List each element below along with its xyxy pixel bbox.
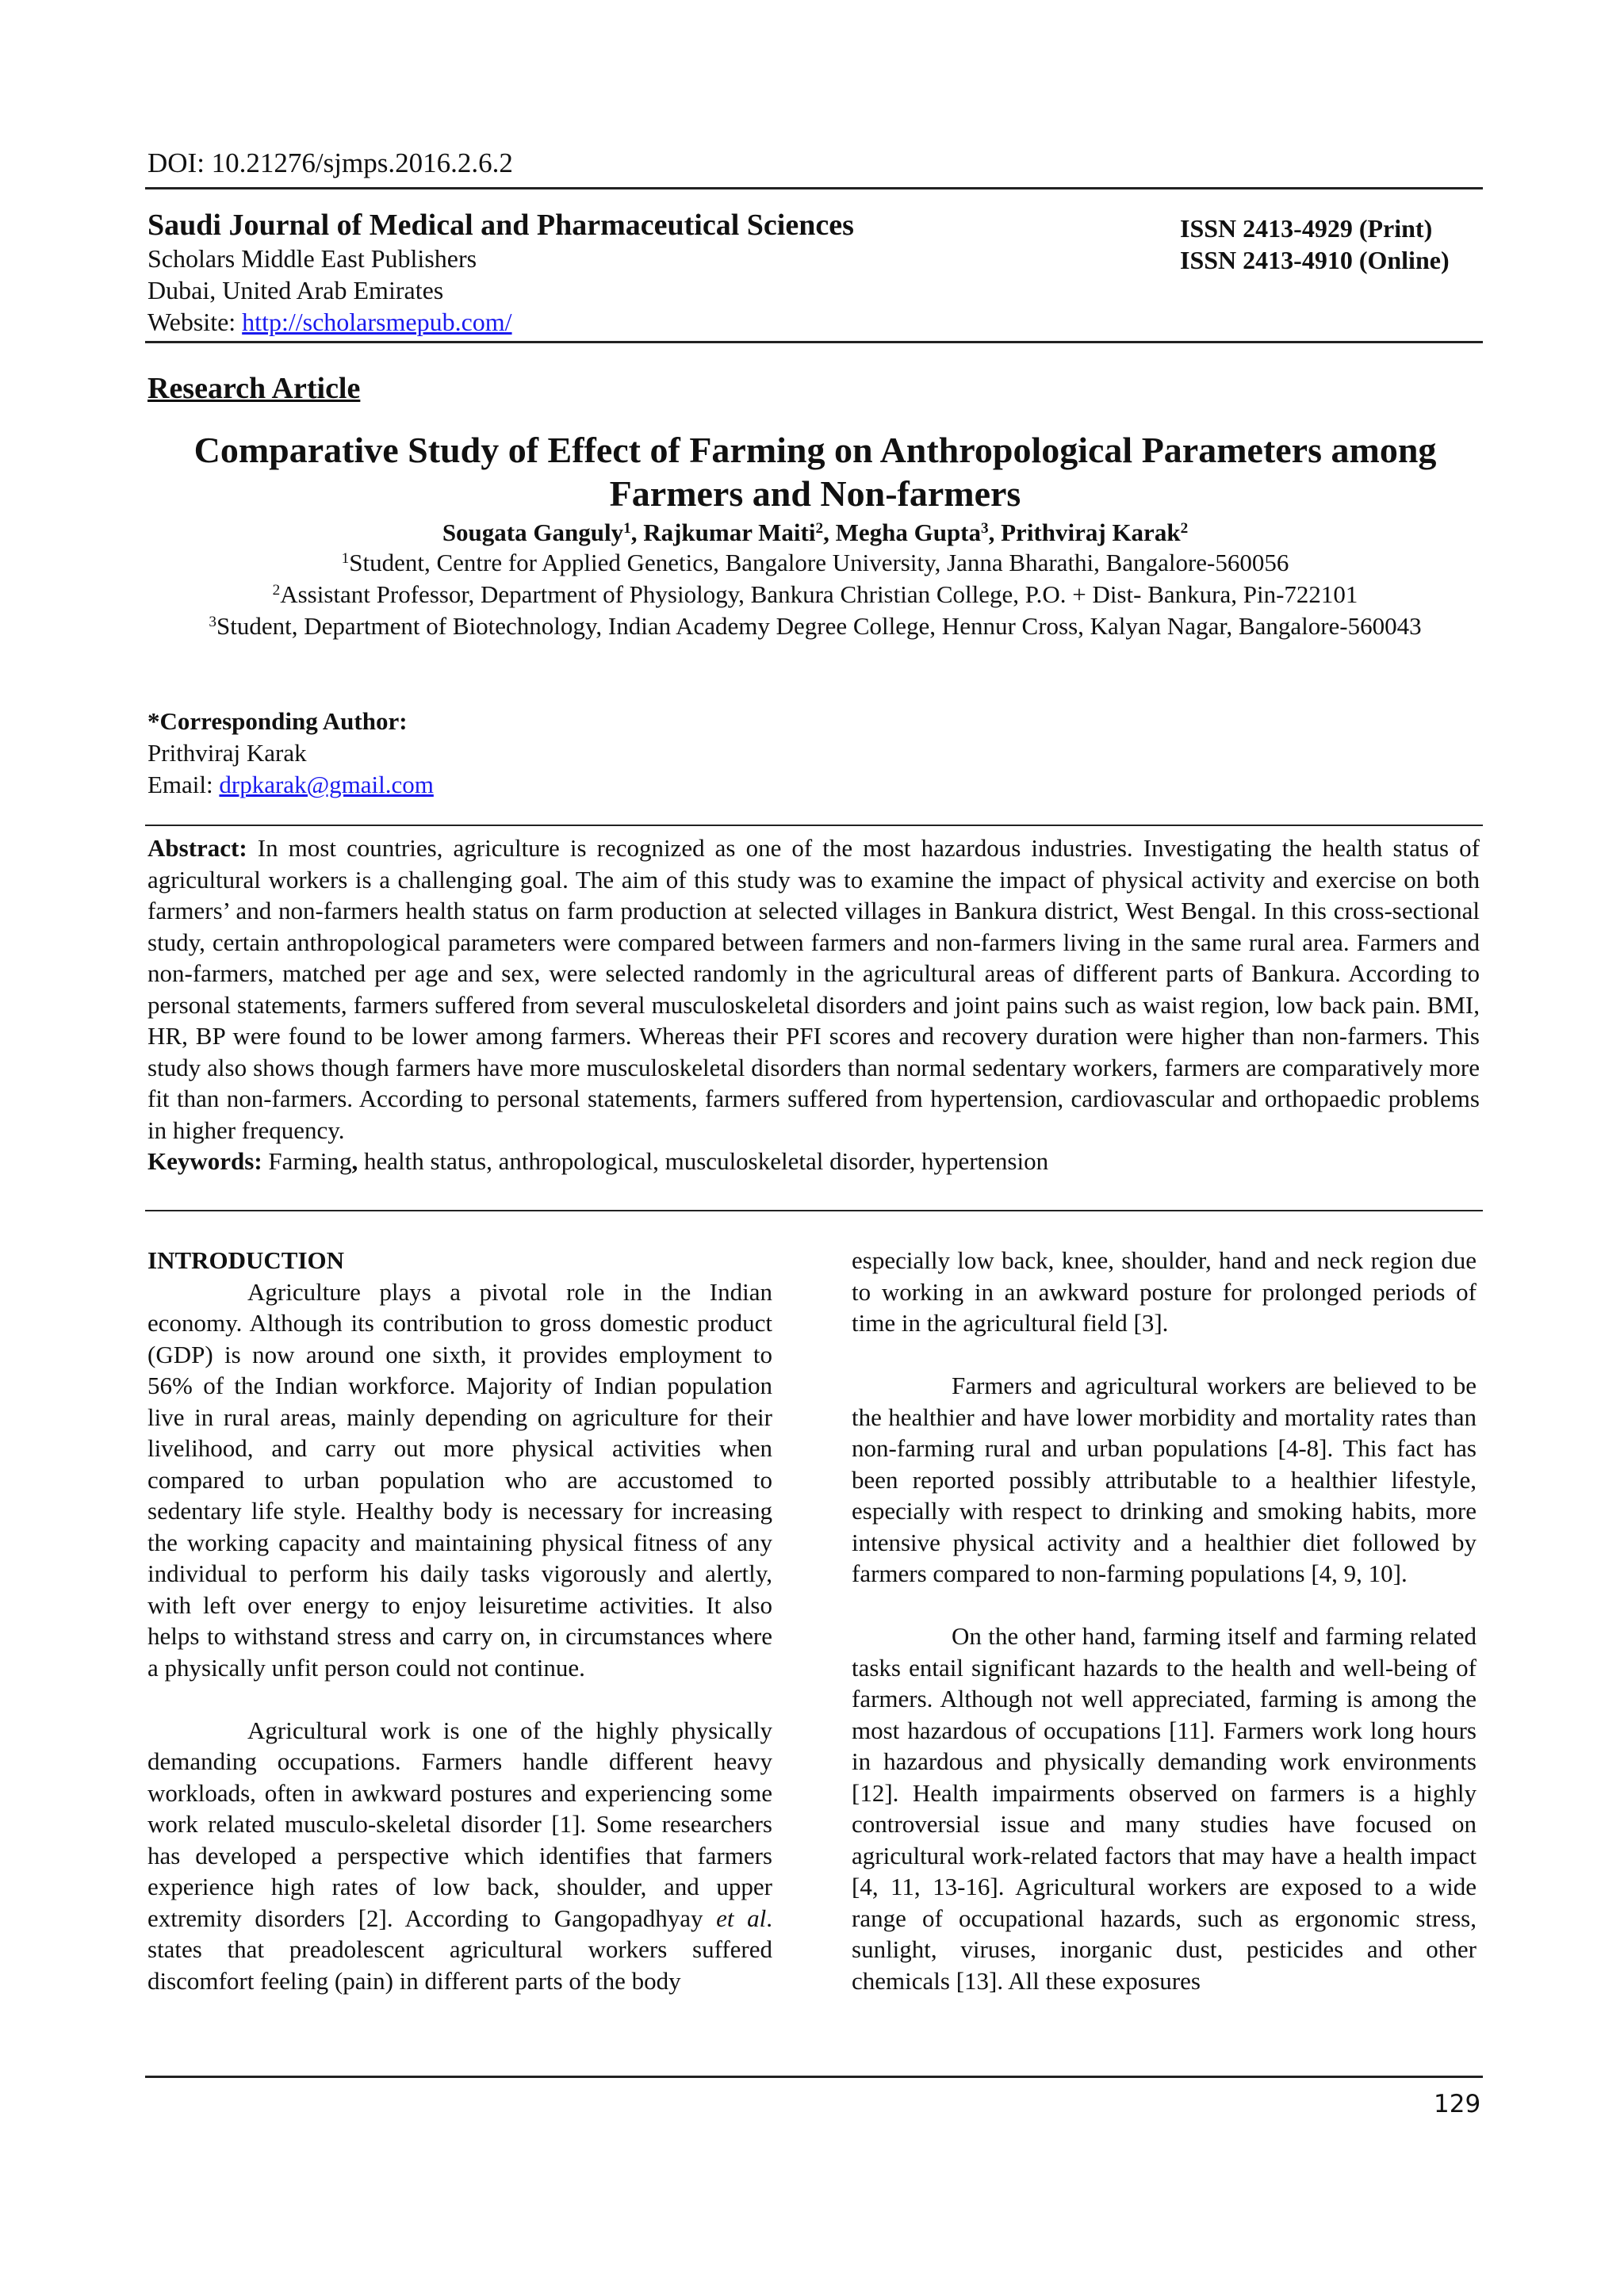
journal-name: Saudi Journal of Medical and Pharmaceutical Sciences <box>147 209 854 242</box>
corresponding-label: *Corresponding Author: <box>147 707 408 735</box>
article-type: Research Article <box>147 372 361 405</box>
abstract-text: In most countries, agriculture is recognized as one of the most hazardous industries. Investigating the health status of agricultural workers is a challenging goal. The aim of this study was to examine the impact of physical activity and exercise on both farmers’ and non-farmers health status on farm production at selected villages in Bankura district, West Bengal. In this cross-sectional study, certain anthropological parameters were compared between farmers and non-farmers living in the same rural area. Farmers and non-farmers, matched per age and sex, were selected randomly in the agricultural areas of different parts of Bankura. According to personal statements, farmers suffered from several musculoskeletal disorders and joint pains such as waist region, low back pain. BMI, HR, BP were found to be lower among farmers. Whereas their PFI scores and recovery duration were higher than non-farmers. This study also shows though farmers have more musculoskeletal disorders than normal sedentary workers, farmers are comparatively more fit than non-farmers. According to personal statements, farmers suffered from hypertension, cardiovascular and orthopaedic problems in higher frequency. <box>147 834 1480 1144</box>
paper-title: Comparative Study of Effect of Farming on Anthropological Parameters among Farmers and Non-farmers <box>193 430 1437 514</box>
publisher-location: Dubai, United Arab Emirates <box>147 276 444 304</box>
website-line <box>147 306 854 338</box>
publisher: Scholars Middle East Publishers <box>147 244 477 273</box>
email-link[interactable]: drpkarak@gmail.com <box>219 771 434 798</box>
author: Sougata Ganguly <box>442 519 624 546</box>
affiliations <box>147 547 1483 642</box>
author-affil-marker: 2 <box>1180 520 1189 538</box>
author-affil-marker: 2 <box>815 520 824 538</box>
right-column <box>852 1245 1477 2028</box>
journal-header <box>147 208 854 338</box>
affiliation: $^2$Assistant Professor, Department of Physiology, Bankura Christian College, P.O. + Dist- Bankura, Pin-722101 <box>272 580 1358 608</box>
keywords: Keywords: Farming, health status, anthropological, musculoskeletal disorder, hypertension <box>147 1147 1049 1175</box>
issn-online: ISSN 2413-4910 (Online) <box>1180 246 1450 274</box>
footer-rule <box>145 2076 1483 2078</box>
author: Megha Gupta <box>835 519 982 546</box>
author: Rajkumar Maiti <box>643 519 816 546</box>
website-link[interactable]: http://scholarsmepub.com/ <box>242 308 512 336</box>
left-column <box>147 1245 772 2028</box>
header-bottom-rule <box>145 341 1483 343</box>
paragraph: especially low back, knee, shoulder, hand and neck region due to working in an awkward posture for prolonged periods of time in the agricultural field [3]. <box>852 1246 1477 1337</box>
website-label: Website: <box>147 308 243 336</box>
author-affil-marker: 3 <box>981 520 989 538</box>
author-affil-marker: 1 <box>623 520 631 538</box>
abstract-bottom-rule <box>145 1210 1483 1211</box>
abstract <box>147 832 1480 1177</box>
issn-block <box>1180 212 1450 276</box>
paragraph: Agriculture plays a pivotal role in the Indian economy. Although its contribution to gross domestic product (GDP) is now around one sixth, it provides employment to 56% of the Indian workforce. Majority of Indian population live in rural areas, mainly depending on agriculture for their livelihood, and carry out more physical activities when compared to urban population who are accustomed to sedentary life style. Healthy body is necessary for increasing the working capacity and maintaining physical fitness of any individual to perform his daily tasks vigorously and alertly, with left over energy to enjoy leisuretime activities. It also helps to withstand stress and carry on, in circumstances where a physically unfit person could not continue. <box>147 1277 772 1682</box>
affiliation: $^1$Student, Centre for Applied Genetics, Bangalore University, Janna Bharathi, Bangalore-560056 <box>341 549 1289 576</box>
issn-print: ISSN 2413-4929 (Print) <box>1180 214 1433 243</box>
paragraph: On the other hand, farming itself and farming related tasks entail significant hazards to the health and well-being of farmers. Although not well appreciated, farming is among the most hazardous of occupations [11]. Farmers work long hours in hazardous and physically demanding work environments [12]. Health impairments observed on farmers is a highly controversial issue and many studies have focused on agricultural work-related factors that may have a health impact [4, 11, 13-16]. Agricultural workers are exposed to a wide range of occupational hazards, such as ergonomic stress, sunlight, viruses, inorganic dust, pesticides and other chemicals [13]. All these exposures <box>852 1622 1477 1995</box>
doi-line: DOI: 10.21276/sjmps.2016.2.6.2 <box>147 147 513 178</box>
paragraph: Farmers and agricultural workers are believed to be the healthier and have lower morbidity and mortality rates than non-farming rural and urban populations [4-8]. This fact has been reported possibly attributable to a healthier lifestyle, especially with respect to drinking and smoking habits, more intensive physical activity and a healthier diet followed by farmers compared to non-farming populations [4, 9, 10]. <box>852 1372 1477 1587</box>
header-top-rule <box>145 187 1483 189</box>
corresponding-author <box>147 706 434 801</box>
paragraph: Agricultural work is one of the highly physically demanding occupations. Farmers handle different heavy workloads, often in awkward postures and experiencing some work related musculo-skeletal disorder [1]. Some researchers has developed a perspective which identifies that farmers experience high rates of low back, shoulder, and upper extremity disorders [2]. According to Gangopadhyay et al. states that preadolescent agricultural workers suffered discomfort feeling (pain) in different parts of the body <box>147 1716 772 1995</box>
affiliation: $^3$Student, Department of Biotechnology, Indian Academy Degree College, Hennur Cross, Kalyan Nagar, Bangalore-560043 <box>209 612 1422 640</box>
author-list: Sougata Ganguly$^1$, Rajkumar Maiti$^2$, Megha Gupta$^3$, Prithviraj Karak$^2$ <box>442 519 1189 546</box>
author: Prithviraj Karak <box>1001 519 1181 546</box>
email-line: Email: drpkarak@gmail.com <box>147 771 434 798</box>
keywords-label: Keywords: <box>147 1147 262 1175</box>
corresponding-name: Prithviraj Karak <box>147 739 307 767</box>
page-number: 129 <box>1434 2090 1481 2118</box>
abstract-top-rule <box>145 825 1483 826</box>
abstract-label: Abstract: <box>147 834 247 862</box>
abstract-body <box>147 832 1480 1146</box>
section-heading: INTRODUCTION <box>147 1246 345 1274</box>
